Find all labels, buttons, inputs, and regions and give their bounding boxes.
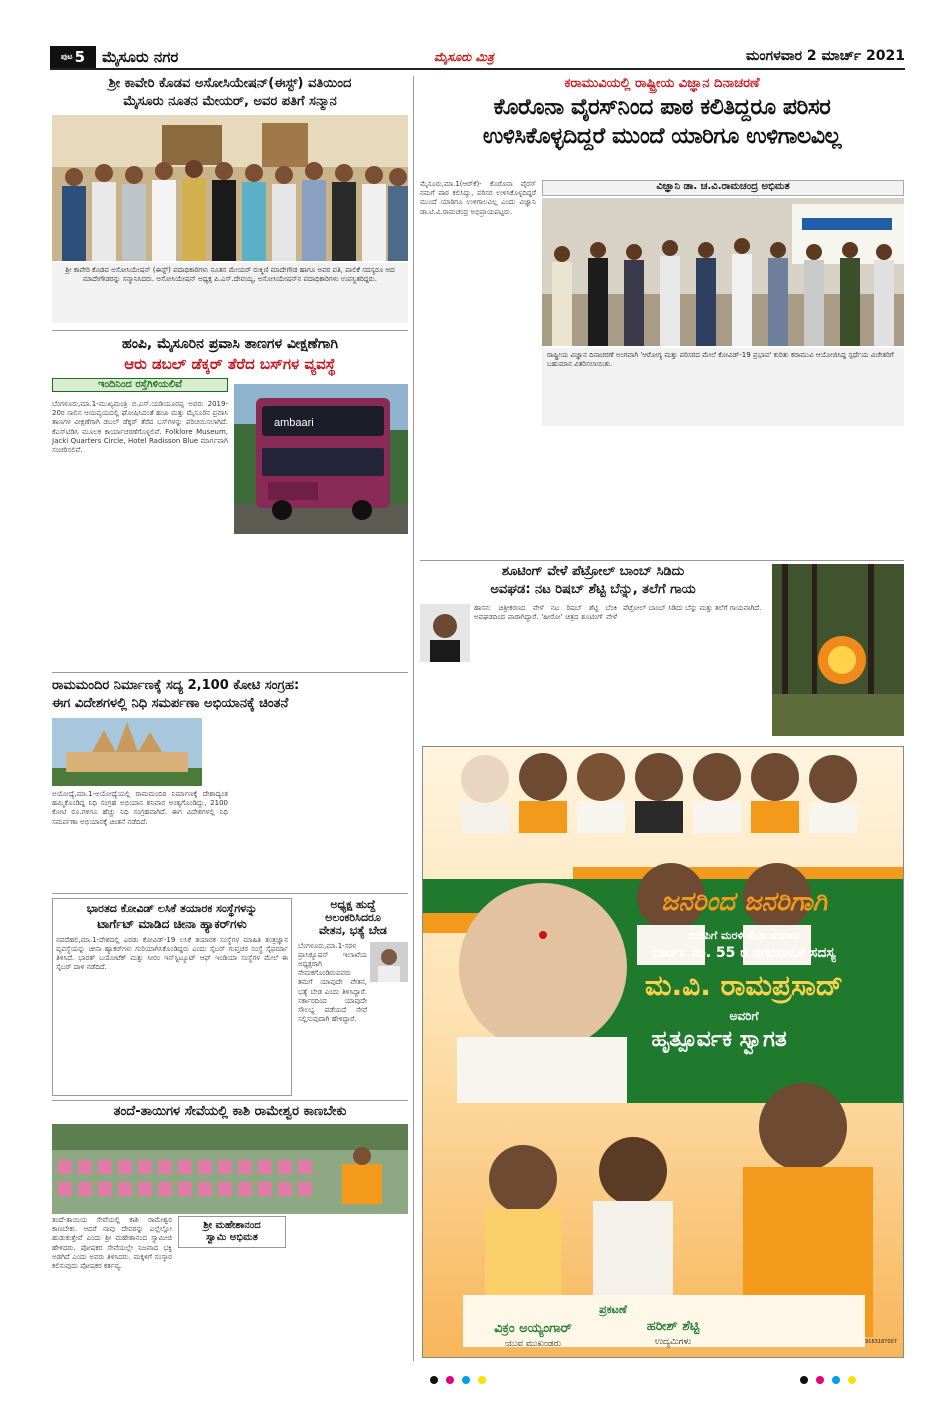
story5-headline-2: ಈಗ ವಿದೇಶಗಳಲ್ಲಿ ನಿಧಿ ಸಮರ್ಪಣಾ ಅಭಿಯಾನಕ್ಕೆ ಚಿಂತನೆ <box>52 695 289 711</box>
story8-subhead-2: ಸ್ವಾಮಿ ಅಭಿಮತ <box>206 1232 258 1243</box>
story8-body-continued <box>178 1252 286 1424</box>
gathering-photo <box>52 1124 408 1214</box>
award-photo <box>542 198 904 346</box>
registration-mark <box>462 1376 470 1384</box>
story5-body-continued <box>234 718 408 890</box>
ad-presenter-1-name: ವಿಕ್ರಂ ಅಯ್ಯಂಗಾರ್ <box>494 1321 572 1336</box>
story2-body: ಮೈಸೂರು,ಮಾ.1(ಆರ್‌ಕೆ)- ಕೊರೊನಾ ವೈರಸ್ ನಮಗೆ ಪಾಠ ಕಲಿಸಿದ್ದು, ಪರಿಸರ ಉಳಿಸಿಕೊಳ್ಳದಿದ್ದರೆ ಮುಂದೆ ಯಾರಿಗೂ ಉಳಿಗಾಲವಿಲ್ಲ ಎಂದು ವಿಜ್ಞಾನಿ ಡಾ.ಟಿ.ವಿ.ರಾಮಚಂದ್ರ ಅಭಿಪ್ರಾಯಪಟ್ಟರು. <box>420 180 536 216</box>
registration-mark <box>832 1376 840 1384</box>
story5-body: ಅಯೋಧ್ಯೆ,ಮಾ.1-ಅಯೋಧ್ಯೆಯಲ್ಲಿ ರಾಮಮಂದಿರ ನಿರ್ಮಾಣಕ್ಕೆ ದೇಶಾದ್ಯಂತ ಹಮ್ಮಿಕೊಂಡಿದ್ದ ನಿಧಿ ಸಂಗ್ರಹ ಅಭಿಯಾನ ಶನಿವಾರ ಅಂತ್ಯಗೊಂಡಿದ್ದು, 2100 ಕೋಟಿ ರೂ.ಗಳಿಗೂ ಹೆಚ್ಚು ನಿಧಿ ಸಂಗ್ರಹವಾಗಿದೆ. ಈಗ ವಿದೇಶಗಳಲ್ಲಿ ನಿಧಿ ಸಮರ್ಪಣಾ ಅಭಿಯಾನಕ್ಕೆ ಚಿಂತನೆ ನಡೆದಿದೆ. <box>52 790 228 826</box>
story6-headline-2: ಟಾರ್ಗೆಟ್ ಮಾಡಿದ ಚೀನಾ ಹ್ಯಾಕರ್‌ಗಳು <box>97 917 247 932</box>
story-no-salary <box>298 898 408 1096</box>
ad-presenter-2-role: ಉದ್ಯಮಿಗಳು <box>654 1337 692 1347</box>
group-photo <box>52 115 408 261</box>
temple-photo <box>52 718 202 786</box>
story2-caption: ರಾಷ್ಟ್ರೀಯ ವಿಜ್ಞಾನ ದಿನಾಚರಣೆ ಅಂಗವಾಗಿ 'ಆರೋಗ್ಯ ಮತ್ತು ಪರಿಸರದ ಮೇಲೆ ಕೋವಿಡ್-19 ಪ್ರಭಾವ' ಕುರಿತು ಕರಾಮುವಿ ಆಯೋಜಿಸಿದ್ದ ಸ್ಪರ್ಧೆಯ ವಿಜೇತರಿಗೆ ಬಹುಮಾನ ವಿತರಿಸಲಾಯಿತು. <box>542 348 904 426</box>
story-divider <box>52 672 408 673</box>
story-ram-mandir <box>52 678 408 826</box>
story3-body: ಬೆಂಗಳೂರು,ಮಾ.1-ಮುಖ್ಯಮಂತ್ರಿ ಬಿ.ಎಸ್.ಯಡಿಯೂರಪ್ಪ ಅವರು 2019-20ರ ಸಾಲಿನ ಆಯವ್ಯಯದಲ್ಲಿ ಘೋಷಿಸಿದಂತೆ ಹಂಪಿ ಮತ್ತು ಮೈಸೂರಿನ ಪ್ರವಾಸಿ ತಾಣಗಳ ವೀಕ್ಷಣೆಗಾಗಿ ಡಬಲ್ ಡೆಕ್ಕರ್ ತೆರೆದ ಬಸ್‌ಗಳನ್ನು ಪರಿಚಯಿಸಲಾಗಿದೆ. ಕೆಎಸ್‌ಟಿಡಿಸಿ ಮೂಲಕ ಕಾರ್ಯಾಚರಣೆಗೊಳ್ಳಲಿವೆ. Folklore Museum, Jacki Quarters Circle, Hotel Radisson Blue ಮಾರ್ಗವಾಗಿ ಸಂಚರಿಸಲಿವೆ. <box>52 400 228 455</box>
portrait-photo <box>370 942 408 982</box>
story-double-decker-buses <box>52 336 408 455</box>
story3-body-continued <box>234 538 408 670</box>
story6-headline-1: ಭಾರತದ ಕೋವಿಡ್ ಲಸಿಕೆ ತಯಾರಕ ಸಂಸ್ಥೆಗಳನ್ನು <box>86 902 258 915</box>
registration-mark <box>800 1376 808 1384</box>
story-rishab-shetty <box>420 564 904 622</box>
story2-headline-2: ಉಳಿಸಿಕೊಳ್ಳದಿದ್ದರೆ ಮುಂದೆ ಯಾರಿಗೂ ಉಳಿಗಾಲವಿಲ್ಲ <box>482 123 842 149</box>
masthead <box>50 44 905 70</box>
story4-body: ಹಾಸನ: ಚಿತ್ರೀಕರಣದ ವೇಳೆ ನಟ ರಿಷಬ್ ಶೆಟ್ಟಿ ಬೆಂಕಿ ಅವಘಡದಿಂದ ಪಾರಾಗಿದ್ದಾರೆ. 'ಹೀರೋ' ಚಿತ್ರದ ಶೂಟಿಂಗ್ ವೇಳೆ ಪೆಟ್ರೋಲ್ ಬಾಂಬ್ ಸಿಡಿದು ಬೆನ್ನು ಮತ್ತು ತಲೆಗೆ ಗಾಯವಾಗಿದೆ. <box>474 604 762 622</box>
story2-kicker: ಕರಾಮುವಿಯಲ್ಲಿ ರಾಷ್ಟ್ರೀಯ ವಿಜ್ಞಾನ ದಿನಾಚರಣೆ <box>564 76 760 91</box>
story3-tag: ಇಂದಿನಿಂದ ರಸ್ತೆಗಿಳಿಯಲಿವೆ <box>52 378 228 392</box>
story5-headline-1: ರಾಮಮಂದಿರ ನಿರ್ಮಾಣಕ್ಕೆ ಸದ್ಯ 2,100 ಕೋಟಿ ಸಂಗ್ರಹ: <box>52 678 300 693</box>
story1-caption: ಶ್ರೀ ಕಾವೇರಿ ಕೊಡವ ಅಸೋಸಿಯೇಷನ್ (ಈಸ್ಟ್) ಪದಾಧಿಕಾರಿಗಳು ನೂತನ ಮೇಯರ್ ರುಕ್ಮಿಣಿ ಮಾದೇಗೌಡ ಹಾಗೂ ಅವರ ಪತಿ, ಪಾಲಿಕೆ ಸದಸ್ಯರೂ ಆದ ಮಾದೇಗೌಡರನ್ನು ಸನ್ಮಾನಿಸಿದರು. ಅಸೋಸಿಯೇಷನ್ ಅಧ್ಯಕ್ಷ ಪಿ.ಎಸ್.ದೇವಯ್ಯ, ಅಸೋಸಿಯೇಷನ್‌ನ ಪದಾಧಿಕಾರಿಗಳು ಉಪಸ್ಥಿತರಿದ್ದರು. <box>52 263 408 323</box>
ad-title: ಜನರಿಂದ ಜನರಿಗಾಗಿ <box>660 887 828 917</box>
ad-presenter-label: ಪ್ರಕಟಣೆ <box>599 1303 627 1316</box>
story7-headline-1: ಅಧ್ಯಕ್ಷ ಹುದ್ದೆ <box>330 898 376 911</box>
paper-name: ಮೈಸೂರು ಮಿತ್ರ <box>434 50 494 64</box>
registration-mark <box>816 1376 824 1384</box>
story8-body: ತಂದೆ-ತಾಯಿಯ ಸೇವೆಯಲ್ಲಿ ಕಾಶಿ ರಾಮೇಶ್ವರ ಕಾಣಬೇಕು. ಆದರೆ ನಾವು ದೇವರನ್ನು ಎಲ್ಲೆಲ್ಲೋ ಹುಡುಕುತ್ತೇವೆ ಎಂದು ಶ್ರೀ ಮಹೇಶಾನಂದ ಸ್ವಾಮೀಜಿ ಹೇಳಿದರು. ಪೋಷಕರ ಸೇವೆಯಲ್ಲೇ ನಿಜವಾದ ಭಕ್ತಿ ಅಡಗಿದೆ ಎಂದು ಅವರು ತಿಳಿಸಿದರು. ಮಕ್ಕಳಿಗೆ ಸಂಸ್ಕಾರ ಕಲಿಸುವುದು ಪೋಷಕರ ಕರ್ತವ್ಯ. <box>52 1216 172 1271</box>
political-advertisement <box>422 746 904 1358</box>
story-divider <box>52 1100 408 1101</box>
story2-box-title: ವಿಜ್ಞಾನಿ ಡಾ. ಚ.ವಿ.ರಾಮಚಂದ್ರ ಅಭಿಮತ <box>542 180 904 196</box>
registration-mark <box>478 1376 486 1384</box>
story-divider <box>420 560 904 561</box>
ad-line-1: ಬಿಜೆಪಿಗೆ ಮರಳಿ ಸೇರ್ಪಡೆಯಾದ <box>688 929 800 942</box>
story2-headline-1: ಕೊರೊನಾ ವೈರಸ್‌ನಿಂದ ಪಾಠ ಕಲಿತಿದ್ದರೂ ಪರಿಸರ <box>493 94 831 120</box>
story1-headline-1: ಶ್ರೀ ಕಾವೇರಿ ಕೊಡವ ಅಸೋಸಿಯೇಷನ್(ಈಸ್ಟ್) ವತಿಯಿಂದ <box>108 76 352 91</box>
story3-headline-1: ಹಂಪಿ, ಮೈಸೂರಿನ ಪ್ರವಾಸಿ ತಾಣಗಳ ವೀಕ್ಷಣೆಗಾಗಿ <box>122 336 338 352</box>
story3-headline-2: ಆರು ಡಬಲ್ ಡೆಕ್ಕರ್ ತೆರೆದ ಬಸ್‌ಗಳ ವ್ಯವಸ್ಥೆ <box>124 354 336 373</box>
registration-mark <box>446 1376 454 1384</box>
story-science-day <box>420 76 904 368</box>
forest-blast-photo <box>772 564 904 736</box>
column-divider <box>413 76 414 1361</box>
actor-portrait <box>420 604 470 662</box>
bus-brand-text: ambaari <box>274 417 314 429</box>
page-number: 5 <box>74 48 86 66</box>
story7-body: ಬೆಂಗಳೂರು,ಮಾ.1-ಸರಳ ಪ್ರಾಸಿಕ್ಯೂಷನ್ ಇಲಾಖೆಯ ಅಧ್ಯಕ್ಷರಾಗಿ ನೇಮಕಗೊಂಡಿರುವವರು ತಮಗೆ ಯಾವುದೇ ವೇತನ, ಭತ್ಯೆ ಬೇಡ ಎಂದು ತಿಳಿಸಿದ್ದಾರೆ. ಸರ್ಕಾರದಿಂದ ಯಾವುದೇ ಸೌಲಭ್ಯ ಪಡೆಯದೆ ಸೇವೆ ಸಲ್ಲಿಸುವುದಾಗಿ ಹೇಳಿದ್ದಾರೆ. <box>298 941 367 1024</box>
story8-subhead-1: ಶ್ರೀ ಮಹೇಶಾನಂದ <box>203 1220 261 1231</box>
story-divider <box>52 330 408 331</box>
story8-headline: ತಂದೆ-ತಾಯಿಗಳ ಸೇವೆಯಲ್ಲಿ ಕಾಶಿ ರಾಮೇಶ್ವರ ಕಾಣಬೇಕು <box>113 1104 347 1119</box>
ad-line-3: ಅವರಿಗೆ <box>729 1009 759 1023</box>
registration-mark <box>848 1376 856 1384</box>
story7-headline-2: ಅಲಂಕರಿಸಿದರೂ <box>325 911 381 925</box>
story-china-hackers <box>52 898 292 1096</box>
ad-honoree-name: ಮ.ವಿ. ರಾಮಪ್ರಸಾದ್ <box>644 969 844 1002</box>
page-number-badge <box>50 46 96 68</box>
ad-welcome: ಹೃತ್ಪೂರ್ವಕ ಸ್ವಾಗತ <box>651 1027 787 1052</box>
bus-photo <box>234 384 408 534</box>
story-mayor-felicitation <box>52 76 408 323</box>
story7-headline-3: ವೇತನ, ಭತ್ಯೆ ಬೇಡ <box>319 924 387 938</box>
story-parents-service <box>52 1104 408 1271</box>
story6-body: ನವದೆಹಲಿ,ಮಾ.1-ದೇಶದಲ್ಲಿ ಎರಡು ಕೋವಿಡ್-19 ಲಸಿಕೆ ತಯಾರಕ ಸಂಸ್ಥೆಗಳ ಮಾಹಿತಿ ತಂತ್ರಜ್ಞಾನ ವ್ಯವಸ್ಥೆಯನ್ನು ಚೀನಾ ಹ್ಯಾಕರ್‌ಗಳು ಗುರಿಯಾಗಿಸಿಕೊಂಡಿದ್ದರು ಎಂದು ಸೈಬರ್ ಗುಪ್ತಚರ ಸಂಸ್ಥೆ ಸೈಫರ್ಮಾ ತಿಳಿಸಿದೆ. ಭಾರತ್ ಬಯೋಟೆಕ್ ಮತ್ತು ಸೀರಂ ಇನ್‌ಸ್ಟಿಟ್ಯೂಟ್ ಆಫ್ ಇಂಡಿಯಾ ಸಂಸ್ಥೆಗಳ ಮೇಲೆ ಈ ಸೈಬರ್ ದಾಳಿ ನಡೆದಿದೆ. <box>56 935 288 972</box>
page-label: ಪುಟ <box>60 52 73 61</box>
story4-headline-1: ಶೂಟಿಂಗ್ ವೇಳೆ ಪೆಟ್ರೋಲ್ ಬಾಂಬ್ ಸಿಡಿದು <box>501 564 685 579</box>
ad-line-2: ವಾರ್ಡ್ ನಂ. 55 ರ ನಗರಪಾಲಿಕೆ ಸದಸ್ಯ <box>652 945 836 961</box>
story8-body-continued-2 <box>292 1216 408 1424</box>
story-divider <box>52 893 408 894</box>
section-title: ಮೈಸೂರು ನಗರ <box>102 48 179 66</box>
story2-body-continued <box>420 432 904 556</box>
ad-presenter-2-name: ಹರೀಶ್ ಶೆಟ್ಟಿ <box>646 1319 700 1334</box>
ad-presenter-1-role: ಯುವ ಮುಖಂಡರು <box>504 1339 562 1349</box>
registration-mark <box>430 1376 438 1384</box>
ad-phone: 9163187007 <box>865 1339 897 1345</box>
issue-date: ಮಂಗಳವಾರ 2 ಮಾರ್ಚ್ 2021 <box>746 48 905 64</box>
story4-headline-2: ಅವಘಡ: ನಟ ರಿಷಬ್ ಶೆಟ್ಟಿ ಬೆನ್ನು, ತಲೆಗೆ ಗಾಯ <box>490 581 696 597</box>
story1-headline-2: ಮೈಸೂರು ನೂತನ ಮೇಯರ್, ಅವರ ಪತಿಗೆ ಸನ್ಮಾನ <box>123 93 337 109</box>
story8-subhead-box <box>178 1216 286 1248</box>
